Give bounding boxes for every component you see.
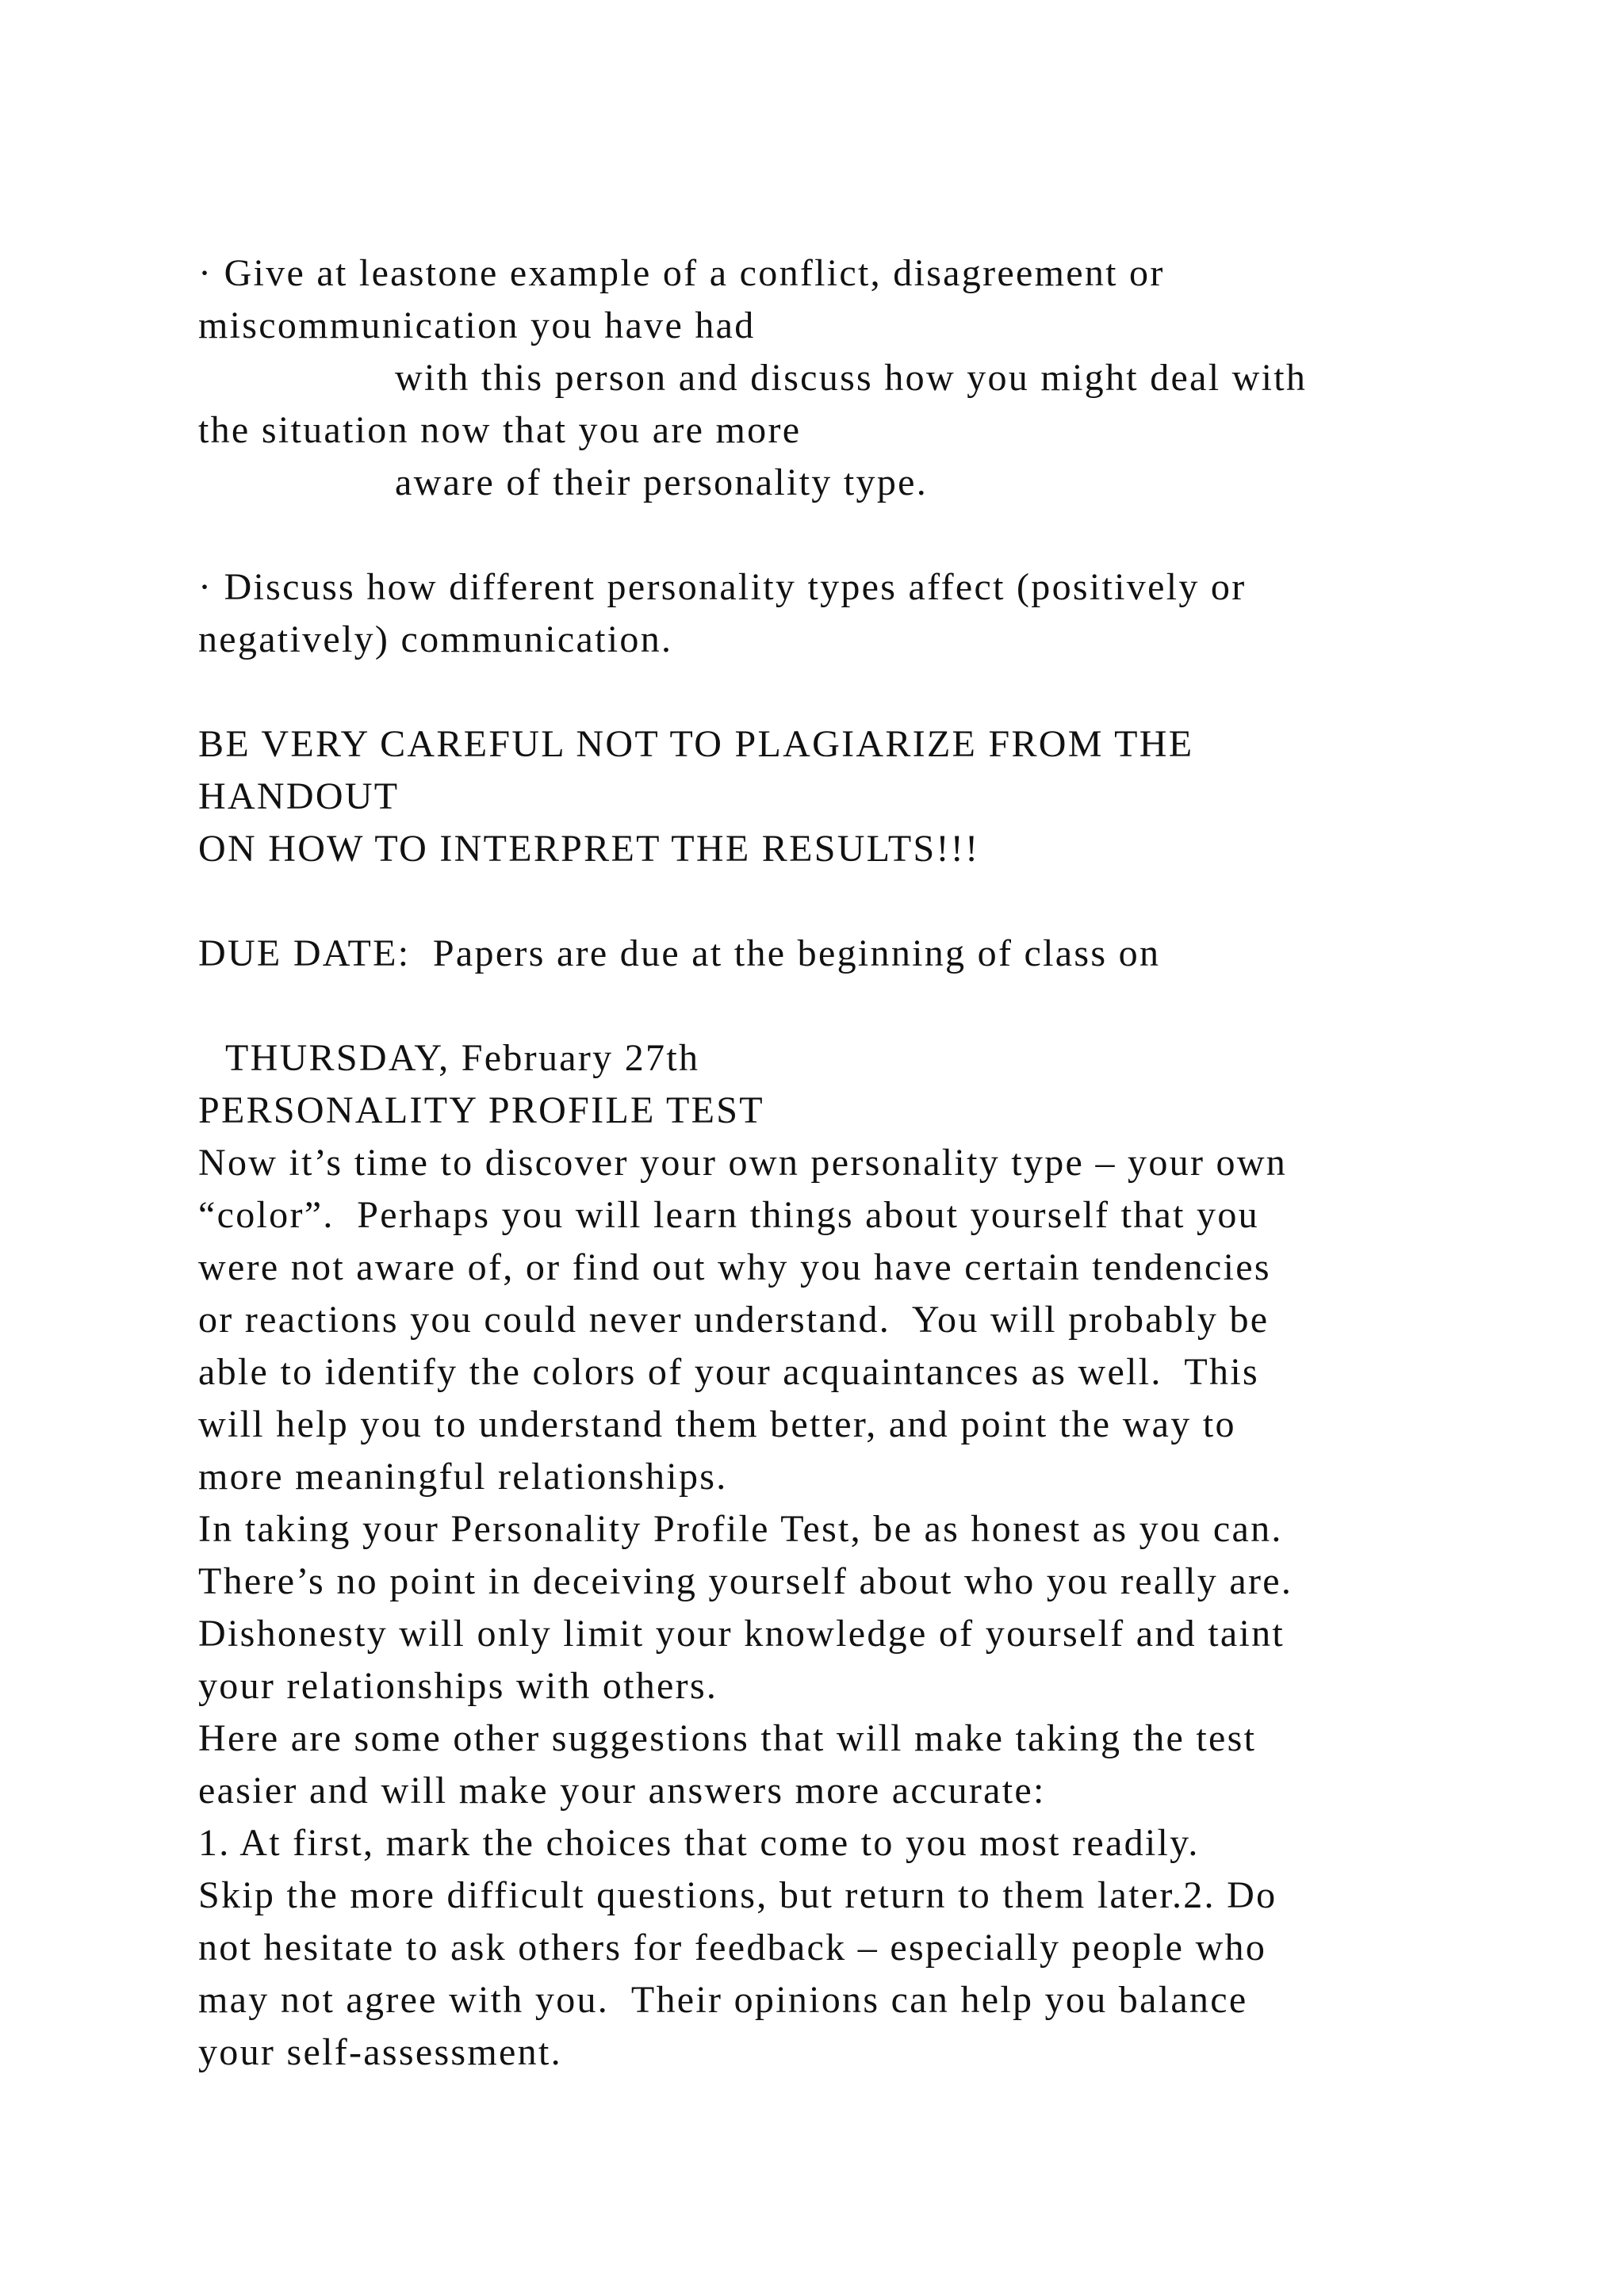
plagiarism-warning <box>198 718 1467 875</box>
text-line: There’s no point in deceiving yourself about who you really are. <box>198 1560 1293 1602</box>
text-line: able to identify the colors of your acquaintances as well. This <box>198 1351 1259 1393</box>
text-line: Here are some other suggestions that will make taking the test <box>198 1717 1257 1759</box>
text-line: will help you to understand them better, and point the way to <box>198 1403 1236 1445</box>
bullet-point-conflict-example <box>198 247 1467 509</box>
text-line: BE VERY CAREFUL NOT TO PLAGIARIZE FROM THE <box>198 723 1194 765</box>
text-line: the situation now that you are more <box>198 409 802 451</box>
text-line: “color”. Perhaps you will learn things about yourself that you <box>198 1194 1259 1236</box>
text-line: 1. At first, mark the choices that come to you most readily. <box>198 1822 1200 1864</box>
text-line: with this person and discuss how you might deal with <box>395 357 1308 399</box>
due-date-section <box>198 928 1467 1085</box>
paragraph-suggestions <box>198 1712 1467 2079</box>
text-line: In taking your Personality Profile Test, be as honest as you can. <box>198 1508 1283 1550</box>
due-date-line: DUE DATE: Papers are due at the beginning of class on <box>198 932 1161 974</box>
section-title: PERSONALITY PROFILE TEST <box>198 1089 764 1131</box>
text-line: miscommunication you have had <box>198 304 756 346</box>
bullet-point-personality-communication <box>198 561 1467 666</box>
text-line: aware of their personality type. <box>395 461 929 503</box>
paragraph-gap <box>198 666 1467 718</box>
paragraph-gap <box>198 980 1467 1032</box>
text-line: more meaningful relationships. <box>198 1456 728 1498</box>
text-line: your self-assessment. <box>198 2031 562 2073</box>
text-line: may not agree with you. Their opinions can help you balance <box>198 1979 1248 2021</box>
text-line: your relationships with others. <box>198 1665 718 1707</box>
text-line: · Give at leastone example of a conflict, disagreement or <box>198 252 1165 294</box>
paragraph-gap <box>198 875 1467 928</box>
text-line: ON HOW TO INTERPRET THE RESULTS!!! <box>198 828 980 870</box>
text-line: HANDOUT <box>198 775 400 817</box>
text-line: Dishonesty will only limit your knowledge of yourself and taint <box>198 1613 1285 1655</box>
paragraph-gap <box>198 509 1467 561</box>
paragraph-honesty <box>198 1503 1467 1712</box>
document-body <box>198 247 1467 2079</box>
text-line: · Discuss how different personality types affect (positively or <box>198 566 1247 608</box>
text-line: were not aware of, or find out why you have certain tendencies <box>198 1246 1271 1288</box>
text-line: not hesitate to ask others for feedback – especially people who <box>198 1927 1267 1969</box>
due-date-value: THURSDAY, February 27th <box>225 1037 700 1079</box>
text-line: negatively) communication. <box>198 618 673 660</box>
paragraph-intro <box>198 1137 1467 1503</box>
text-line: easier and will make your answers more accurate: <box>198 1770 1046 1812</box>
text-line: Skip the more difficult questions, but return to them later.2. Do <box>198 1874 1277 1916</box>
text-line: Now it’s time to discover your own personality type – your own <box>198 1142 1288 1184</box>
text-line: or reactions you could never understand. You will probably be <box>198 1299 1270 1341</box>
